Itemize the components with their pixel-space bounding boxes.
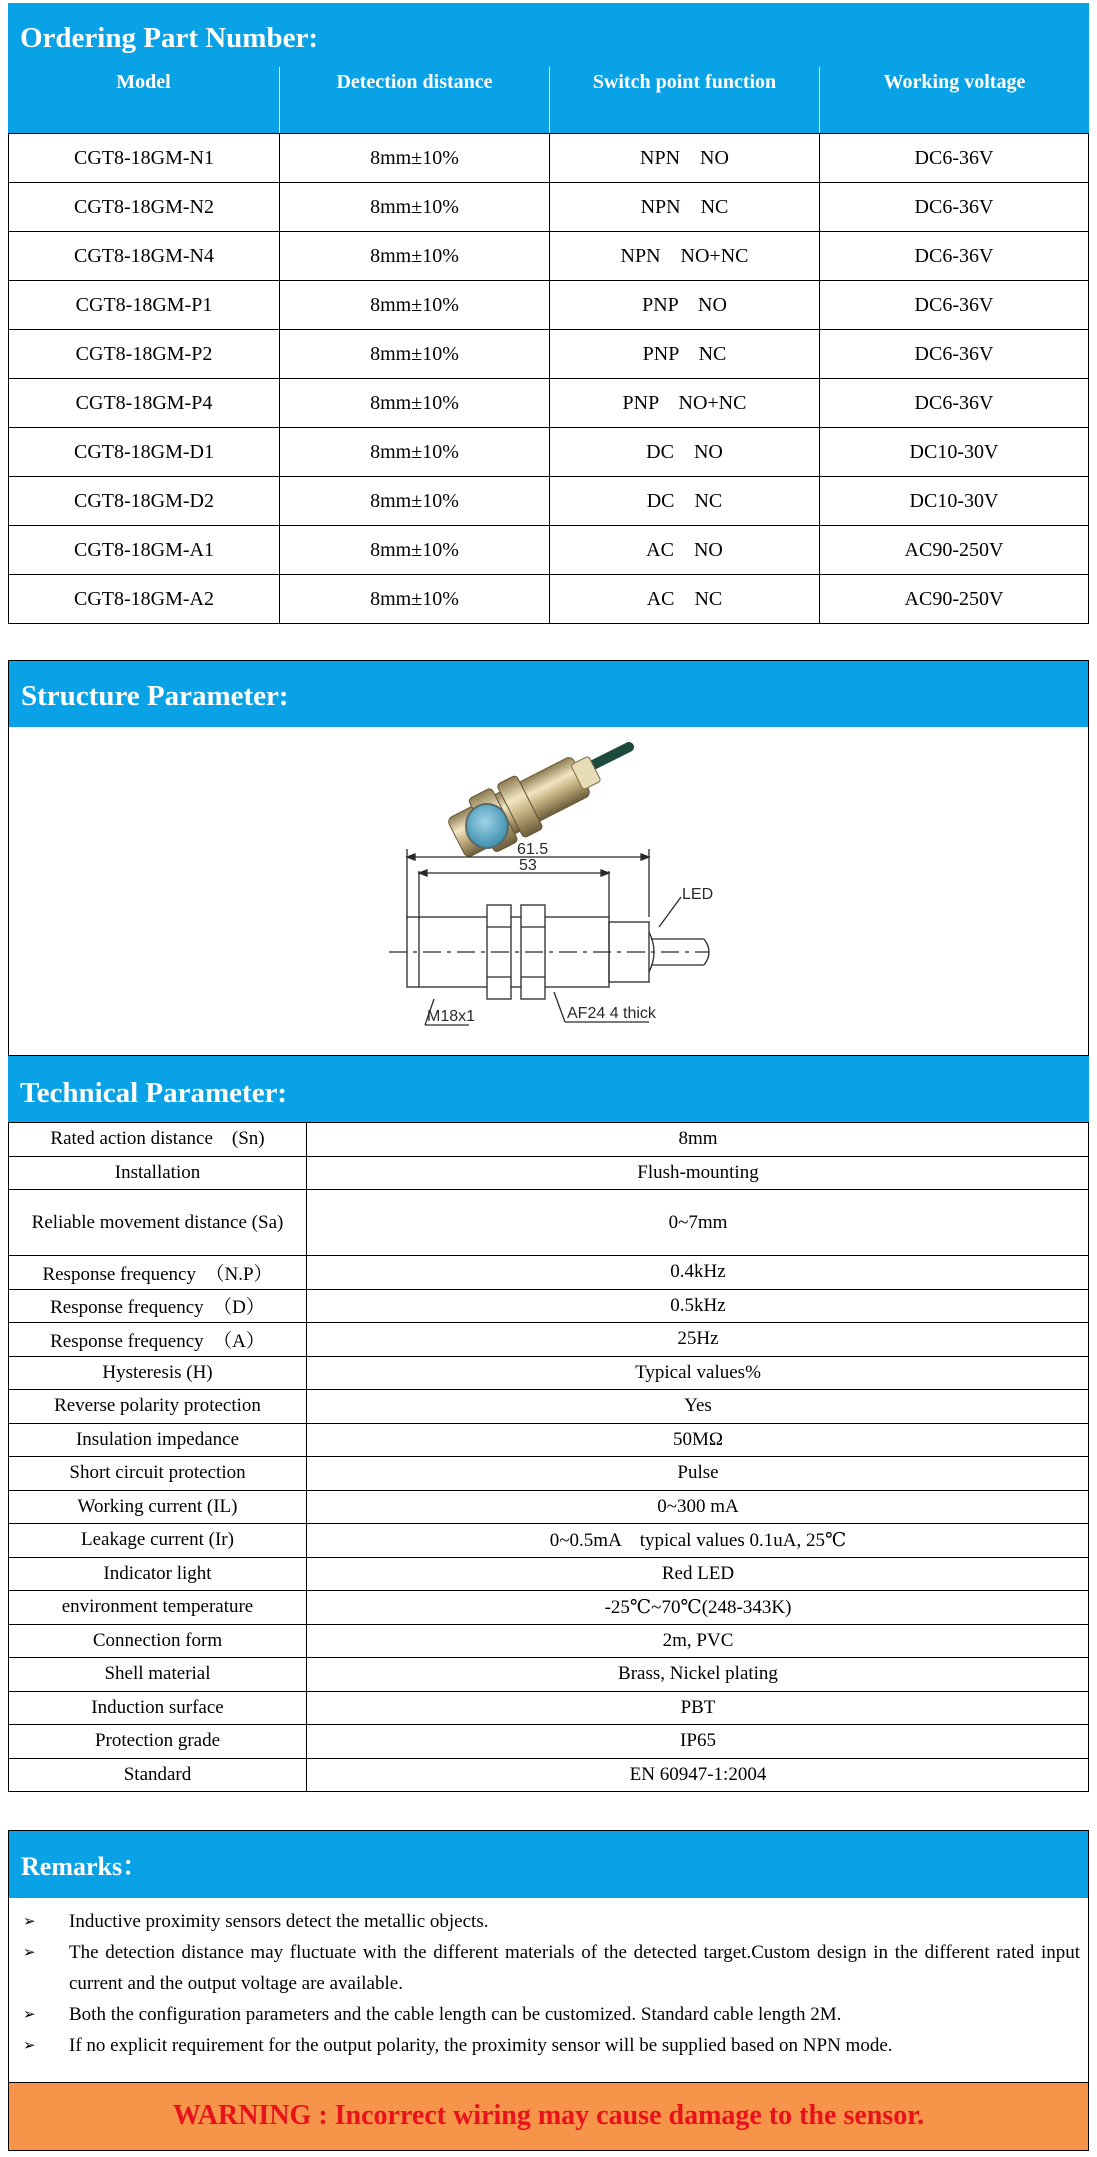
technical-table [8,1122,1089,1792]
working-voltage-cell: DC10-30V [909,441,999,463]
arrow-bullet-icon: ➢ [23,2005,36,2023]
dimension-drawing [389,849,709,1025]
working-voltage-cell: DC10-30V [909,490,999,512]
parameter-label: Indicator light [9,1558,307,1591]
parameter-value: PBT [680,1696,716,1718]
remark-text: Both the configuration parameters and the cable length can be customized. Standard cable length 2M. [69,2004,842,2025]
parameter-value: 0~7mm [668,1211,728,1233]
parameter-label: Hysteresis (H) [9,1357,307,1390]
ordering-column-headers [8,67,1089,133]
parameter-label: Standard [9,1759,307,1792]
ordering-table [8,133,1089,624]
table-row [9,133,1088,182]
detection-distance-cell: 8mm±10% [280,428,550,476]
switch-function-cell: NPN NO [550,134,820,182]
table-row [9,1490,1088,1524]
column-header-model: Model [8,67,280,133]
dimension-body-label: 53 [519,857,537,874]
thread-label: M18x1 [427,1008,476,1025]
working-voltage-cell: AC90-250V [904,539,1004,561]
table-row [9,1189,1088,1255]
parameter-label: Shell material [9,1658,307,1691]
parameter-label: Induction surface [9,1692,307,1725]
table-row [9,476,1088,525]
working-voltage-cell: AC90-250V [904,588,1004,610]
model-cell: CGT8-18GM-N2 [9,183,280,231]
parameter-value: 2m, PVC [662,1629,734,1651]
arrow-bullet-icon: ➢ [23,1912,36,1930]
remark-text: The detection distance may fluctuate with the different materials of the detected target.Custom design in the different rated input current and the output voltage are available. [69,1942,1080,1994]
table-row [9,1724,1088,1758]
table-row [9,1590,1088,1624]
switch-function-cell: DC NC [550,477,820,525]
parameter-label: Short circuit protection [9,1457,307,1490]
parameter-value: 0~0.5mA typical values 0.1uA, 25℃ [549,1529,847,1551]
table-row [9,1456,1088,1490]
technical-section [8,1056,1089,1792]
parameter-value: 50MΩ [672,1428,723,1450]
detection-distance-cell: 8mm±10% [280,379,550,427]
parameter-label: Insulation impedance [9,1424,307,1457]
list-item [17,2030,1080,2061]
parameter-value: 0~300 mA [657,1495,739,1517]
model-cell: CGT8-18GM-D1 [9,428,280,476]
working-voltage-cell: DC6-36V [914,245,994,267]
parameter-value: 25Hz [677,1328,719,1350]
parameter-value: EN 60947-1:2004 [629,1763,767,1785]
dimension-overall-label: 61.5 [517,841,549,858]
sensor-drawing [9,727,1088,1055]
model-cell: CGT8-18GM-A1 [9,526,280,574]
parameter-value: Flush-mounting [637,1161,759,1183]
detection-distance-cell: 8mm±10% [280,183,550,231]
switch-function-cell: PNP NO+NC [550,379,820,427]
working-voltage-cell: DC6-36V [914,392,994,414]
table-row [9,427,1088,476]
switch-function-cell: NPN NO+NC [550,232,820,280]
parameter-value: Red LED [661,1562,735,1584]
detection-distance-cell: 8mm±10% [280,575,550,623]
parameter-label: Installation [9,1157,307,1190]
detection-distance-cell: 8mm±10% [280,281,550,329]
working-voltage-cell: DC6-36V [914,294,994,316]
table-row [9,574,1088,623]
column-header-working-voltage: Working voltage [883,71,1026,93]
parameter-value: 8mm [678,1128,718,1150]
model-cell: CGT8-18GM-N4 [9,232,280,280]
list-item [17,1906,1080,1937]
parameter-label: Protection grade [9,1725,307,1758]
table-row [9,1156,1088,1190]
working-voltage-cell: DC6-36V [914,196,994,218]
switch-function-cell: NPN NC [550,183,820,231]
parameter-label: Rated action distance (Sn) [9,1123,307,1156]
column-header-switch-point-function: Switch point function [550,67,820,133]
detection-distance-cell: 8mm±10% [280,477,550,525]
parameter-label: Reliable movement distance (Sa) [9,1190,307,1255]
table-row [9,1523,1088,1557]
list-item [17,1937,1080,1999]
table-row [9,378,1088,427]
table-row [9,231,1088,280]
model-cell: CGT8-18GM-A2 [9,575,280,623]
detection-distance-cell: 8mm±10% [280,134,550,182]
ordering-section [8,3,1089,624]
parameter-value: -25℃~70℃(248-343K) [604,1596,792,1618]
working-voltage-cell: DC6-36V [914,343,994,365]
parameter-label: Working current (IL) [9,1491,307,1524]
parameter-value: Typical values% [635,1361,761,1383]
parameter-label: Response frequency （A） [9,1323,307,1356]
table-row [9,525,1088,574]
switch-function-cell: PNP NO [550,281,820,329]
arrow-bullet-icon: ➢ [23,2036,36,2054]
parameter-value: Pulse [677,1462,719,1484]
switch-function-cell: AC NC [550,575,820,623]
model-cell: CGT8-18GM-N1 [9,134,280,182]
nut-label: AF24 4 thick [567,1005,656,1022]
table-row [9,1356,1088,1390]
table-row [9,1389,1088,1423]
detection-distance-cell: 8mm±10% [280,526,550,574]
table-row [9,1255,1088,1289]
model-cell: CGT8-18GM-P1 [9,281,280,329]
led-label: LED [682,886,714,903]
technical-title: Technical Parameter: [8,1056,1089,1122]
remarks-section [8,1830,1089,2151]
table-row [9,280,1088,329]
structure-section [8,660,1089,1056]
table-row [9,1557,1088,1591]
parameter-label: Connection form [9,1625,307,1658]
parameter-value: 0.4kHz [670,1261,726,1283]
parameter-value: IP65 [680,1730,716,1752]
table-row [9,1289,1088,1323]
detection-distance-cell: 8mm±10% [280,232,550,280]
table-row [9,1423,1088,1457]
parameter-label: Reverse polarity protection [9,1390,307,1423]
switch-function-cell: AC NO [550,526,820,574]
parameter-label: environment temperature [9,1591,307,1624]
switch-function-cell: PNP NC [550,330,820,378]
parameter-value: Yes [684,1395,712,1417]
table-row [9,1624,1088,1658]
table-row [9,329,1088,378]
arrow-bullet-icon: ➢ [23,1943,36,1961]
column-header-detection-distance: Detection distance [280,67,550,133]
parameter-value: Brass, Nickel plating [618,1663,778,1685]
table-row [9,1691,1088,1725]
remarks-list [9,1898,1088,2061]
ordering-title: Ordering Part Number: [8,3,1089,67]
table-row [9,1657,1088,1691]
structure-figure [9,727,1088,1055]
remark-text: Inductive proximity sensors detect the metallic objects. [69,1911,489,1932]
working-voltage-cell: DC6-36V [914,147,994,169]
model-cell: CGT8-18GM-P2 [9,330,280,378]
warning-banner: WARNING : Incorrect wiring may cause damage to the sensor. [9,2082,1088,2150]
structure-title: Structure Parameter: [9,661,1088,727]
table-row [9,1322,1088,1356]
table-row [9,1758,1088,1792]
list-item [17,1999,1080,2030]
parameter-label: Response frequency （N.P） [9,1256,307,1289]
remark-text: If no explicit requirement for the output polarity, the proximity sensor will be supplied based on NPN mode. [69,2035,893,2056]
table-row [9,182,1088,231]
model-cell: CGT8-18GM-P4 [9,379,280,427]
detection-distance-cell: 8mm±10% [280,330,550,378]
remarks-title: Remarks： [9,1831,1088,1898]
parameter-value: 0.5kHz [670,1294,726,1316]
parameter-label: Response frequency （D） [9,1290,307,1323]
model-cell: CGT8-18GM-D2 [9,477,280,525]
switch-function-cell: DC NO [550,428,820,476]
parameter-label: Leakage current (Ir) [9,1524,307,1557]
table-row [9,1122,1088,1156]
